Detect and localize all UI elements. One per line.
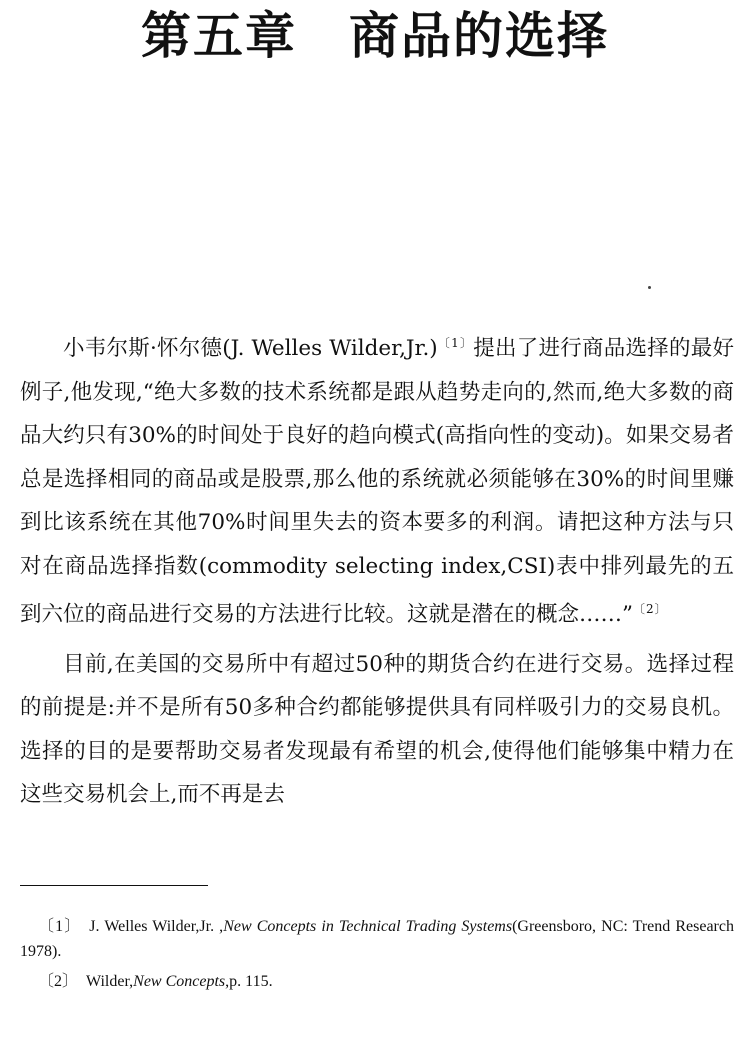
footnote-2-mark: 〔2〕 xyxy=(38,973,79,990)
paragraph-1-text-a: 小韦尔斯·怀尔德(J. Welles Wilder,Jr.) xyxy=(63,336,438,361)
footnote-1 xyxy=(20,914,734,964)
footnote-1-mark: 〔1〕 xyxy=(38,918,82,935)
footnote-2-title: New Concepts xyxy=(133,973,226,990)
footnote-2-pre: Wilder, xyxy=(86,973,134,990)
paragraph-1-text-b: 提出了进行商品选择的最好例子,他发现,“绝大多数的技术系统都是跟从趋势走向的,然而,绝大多数的商品大约只有30%的时间处于良好的趋向模式(高指向性的变动)。如果交易者总是选择相同的商品或是股票,那么他的系统就必须能够在30%的时间里赚到比该系统在其他70%时间里失去的资本要多的利润。请把这种方法与只对在商品选择指数(commodity selecting index,CSI)表中排列最先的五到六位的商品进行交易的方法进行比较。这就是潜在的概念……” xyxy=(20,336,734,627)
footnote-divider xyxy=(20,885,208,886)
scan-speck xyxy=(648,286,651,289)
footnote-ref-1: 〔1〕 xyxy=(437,336,474,350)
body-text xyxy=(20,322,734,817)
footnote-ref-2: 〔2〕 xyxy=(633,602,668,616)
chapter-name: 商品的选择 xyxy=(349,6,609,65)
footnote-1-post: (Greensboro, NC: Trend Research 1978). xyxy=(20,918,734,960)
chapter-title xyxy=(0,2,750,70)
footnotes xyxy=(20,914,734,994)
footnote-1-pre: J. Welles Wilder,Jr. , xyxy=(89,918,224,935)
footnote-2-post: ,p. 115. xyxy=(225,973,273,990)
footnote-2 xyxy=(20,969,734,994)
chapter-number: 第五章 xyxy=(141,6,297,65)
paragraph-2: 目前,在美国的交易所中有超过50种的期货合约在进行交易。选择过程的前提是:并不是所有50多种合约都能够提供具有同样吸引力的交易良机。选择的目的是要帮助交易者发现最有希望的机会,使得他们能够集中精力在这些交易机会上,而不再是去 xyxy=(20,651,734,807)
footnote-1-title: New Concepts in Technical Trading Systems xyxy=(223,918,513,935)
paragraph-1 xyxy=(20,322,734,637)
